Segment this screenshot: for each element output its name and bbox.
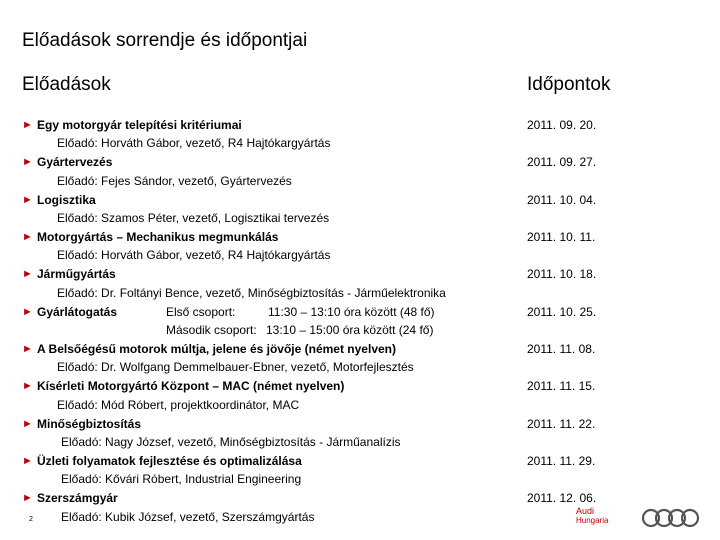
lecture-presenter: Előadó: Mód Róbert, projektkoordinátor, MAC: [57, 398, 300, 412]
lecture-date: 2011. 09. 27.: [527, 155, 597, 169]
list-item: [0, 228, 720, 246]
list-item: [0, 489, 720, 507]
lecture-title: A Belsőégésű motorok múltja, jelene és jövője (német nyelven): [37, 342, 396, 356]
bullet-triangle-icon: ►: [22, 492, 33, 504]
group2-time: 13:10 – 15:00 óra között (24 fő): [266, 323, 434, 337]
lecture-date: 2011. 10. 18.: [527, 267, 597, 281]
dates-heading: Időpontok: [527, 74, 611, 95]
lectures-heading: Előadások: [22, 74, 111, 95]
lecture-date: 2011. 11. 22.: [527, 417, 596, 431]
bullet-triangle-icon: ►: [22, 306, 33, 318]
logo-subtext: Hungaria: [576, 516, 609, 525]
lecture-presenter: Előadó: Kubik József, vezető, Szerszámgyártás: [61, 510, 315, 524]
lecture-date: 2011. 10. 04.: [527, 193, 597, 207]
lecture-title: Kísérleti Motorgyártó Központ – MAC (német nyelven): [37, 379, 345, 393]
list-item: [0, 116, 720, 134]
list-item: [0, 415, 720, 433]
lecture-presenter: Előadó: Horváth Gábor, vezető, R4 Hajtókargyártás: [57, 136, 331, 150]
list-item: [0, 303, 720, 321]
lecture-presenter: Előadó: Fejes Sándor, vezető, Gyártervezés: [57, 174, 292, 188]
audi-hungaria-logo: [576, 506, 716, 536]
bullet-triangle-icon: ►: [22, 455, 33, 467]
lecture-presenter: Előadó: Kővári Róbert, Industrial Engineering: [61, 472, 302, 486]
lecture-presenter: Előadó: Szamos Péter, vezető, Logisztikai tervezés: [57, 211, 330, 225]
lecture-date: 2011. 10. 11.: [527, 230, 596, 244]
lecture-presenter: Előadó: Nagy József, vezető, Minőségbiztosítás - Járműanalízis: [61, 435, 401, 449]
lecture-presenter: Előadó: Horváth Gábor, vezető, R4 Hajtókargyártás: [57, 248, 331, 262]
lecture-date: 2011. 09. 20.: [527, 118, 597, 132]
bullet-triangle-icon: ►: [22, 343, 33, 355]
lecture-title: Minőségbiztosítás: [37, 417, 142, 431]
lecture-title: Gyártervezés: [37, 155, 113, 169]
list-item: [0, 452, 720, 470]
lecture-presenter: Előadó: Dr. Wolfgang Demmelbauer-Ebner, vezető, Motorfejlesztés: [57, 360, 414, 374]
list-item: [0, 340, 720, 358]
page-number: 2: [29, 516, 33, 523]
bullet-triangle-icon: ►: [22, 119, 33, 131]
group1-label: Első csoport:: [166, 305, 236, 319]
lecture-date: 2011. 12. 06.: [527, 491, 597, 505]
list-item: [0, 265, 720, 283]
lecture-date: 2011. 11. 29.: [527, 454, 596, 468]
list-item: [0, 153, 720, 171]
logo-brand-text: Audi: [576, 506, 595, 516]
audi-rings-icon: [576, 506, 716, 536]
lecture-title: Üzleti folyamatok fejlesztése és optimalizálása: [37, 454, 302, 468]
page-title: Előadások sorrendje és időpontjai: [22, 30, 308, 51]
bullet-triangle-icon: ►: [22, 156, 33, 168]
group2-label: Második csoport:: [166, 323, 257, 337]
bullet-triangle-icon: ►: [22, 418, 33, 430]
bullet-triangle-icon: ►: [22, 268, 33, 280]
lecture-presenter: Előadó: Dr. Foltányi Bence, vezető, Minőségbiztosítás - Járműelektronika: [57, 286, 446, 300]
bullet-triangle-icon: ►: [22, 231, 33, 243]
bullet-triangle-icon: ►: [22, 194, 33, 206]
lecture-date: 2011. 11. 08.: [527, 342, 596, 356]
lecture-date: 2011. 10. 25.: [527, 305, 597, 319]
lecture-title: Logisztika: [37, 193, 96, 207]
lecture-title: Szerszámgyár: [37, 491, 118, 505]
list-item: [0, 191, 720, 209]
lecture-title: Járműgyártás: [37, 267, 116, 281]
bullet-triangle-icon: ►: [22, 380, 33, 392]
lecture-date: 2011. 11. 15.: [527, 379, 596, 393]
lecture-title: Motorgyártás – Mechanikus megmunkálás: [37, 230, 279, 244]
group1-time: 11:30 – 13:10 óra között (48 fő): [268, 305, 435, 319]
lecture-title: Gyárlátogatás: [37, 305, 118, 319]
list-item: [0, 377, 720, 395]
lecture-title: Egy motorgyár telepítési kritériumai: [37, 118, 242, 132]
